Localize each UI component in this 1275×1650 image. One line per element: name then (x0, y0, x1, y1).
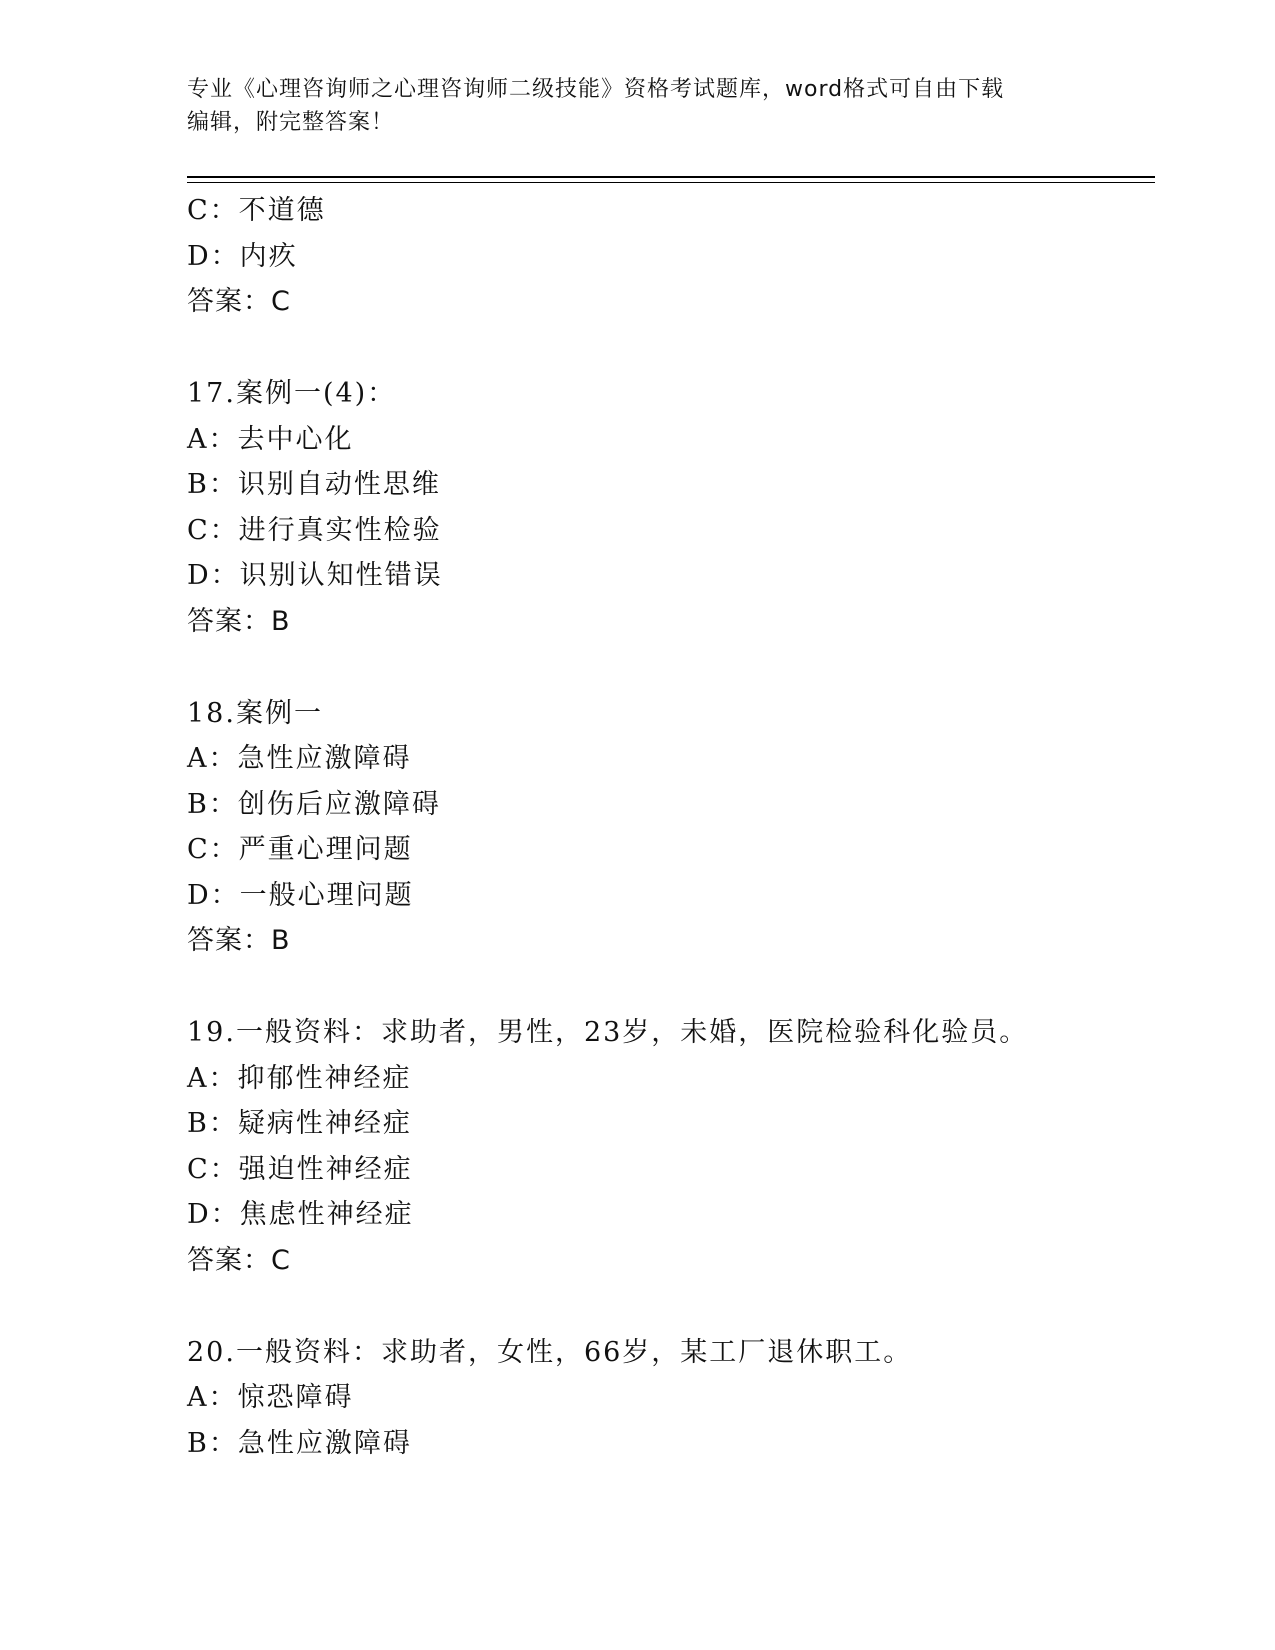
spacer (187, 1284, 1155, 1330)
question-stem: 19.一般资料：求助者，男性，23岁，未婚，医院检验科化验员。 (187, 1017, 1029, 1048)
question-stem: 17.案例一(4)： (187, 378, 397, 409)
question-block (187, 691, 1155, 965)
spacer (187, 964, 1155, 1010)
document-header (187, 73, 1067, 139)
option-c: C：强迫性神经症 (187, 1153, 413, 1185)
option-d: D：焦虑性神经症 (187, 1199, 414, 1230)
answer: 答案：B (187, 605, 291, 637)
option-d: D：内疚 (187, 240, 298, 272)
spacer (187, 645, 1155, 691)
option-b: B：识别自动性思维 (187, 469, 441, 500)
question-block (187, 1330, 1155, 1467)
answer: 答案：B (187, 925, 291, 956)
answer: 答案：C (187, 286, 291, 317)
header-line-1: 专业《心理咨询师之心理咨询师二级技能》资格考试题库，word格式可自由下载 (187, 77, 1005, 102)
question-list (187, 188, 1155, 1466)
question-block (187, 371, 1155, 645)
option-d: D：识别认知性错误 (187, 560, 443, 591)
option-a: A：抑郁性神经症 (187, 1062, 412, 1094)
option-d: D：一般心理问题 (187, 879, 414, 911)
answer: 答案：C (187, 1244, 291, 1276)
option-a: A：惊恐障碍 (187, 1382, 354, 1413)
question-stem: 18.案例一 (187, 697, 323, 729)
option-c: C：进行真实性检验 (187, 514, 442, 546)
option-b: B：创伤后应激障碍 (187, 788, 441, 820)
header-divider-thick (187, 176, 1155, 178)
option-b: B：疑病性神经症 (187, 1108, 412, 1139)
question-block (187, 1010, 1155, 1284)
header-divider-thin (187, 182, 1155, 183)
question-block (187, 188, 1155, 325)
spacer (187, 325, 1155, 371)
option-a: A：去中心化 (187, 423, 354, 455)
question-stem: 20.一般资料：求助者，女性，66岁，某工厂退休职工。 (187, 1336, 913, 1368)
option-c: C：严重心理问题 (187, 834, 413, 865)
option-c: C：不道德 (187, 195, 326, 226)
header-line-2: 编辑，附完整答案！ (187, 110, 395, 135)
option-a: A：急性应激障碍 (187, 743, 412, 774)
option-b: B：急性应激障碍 (187, 1427, 412, 1459)
